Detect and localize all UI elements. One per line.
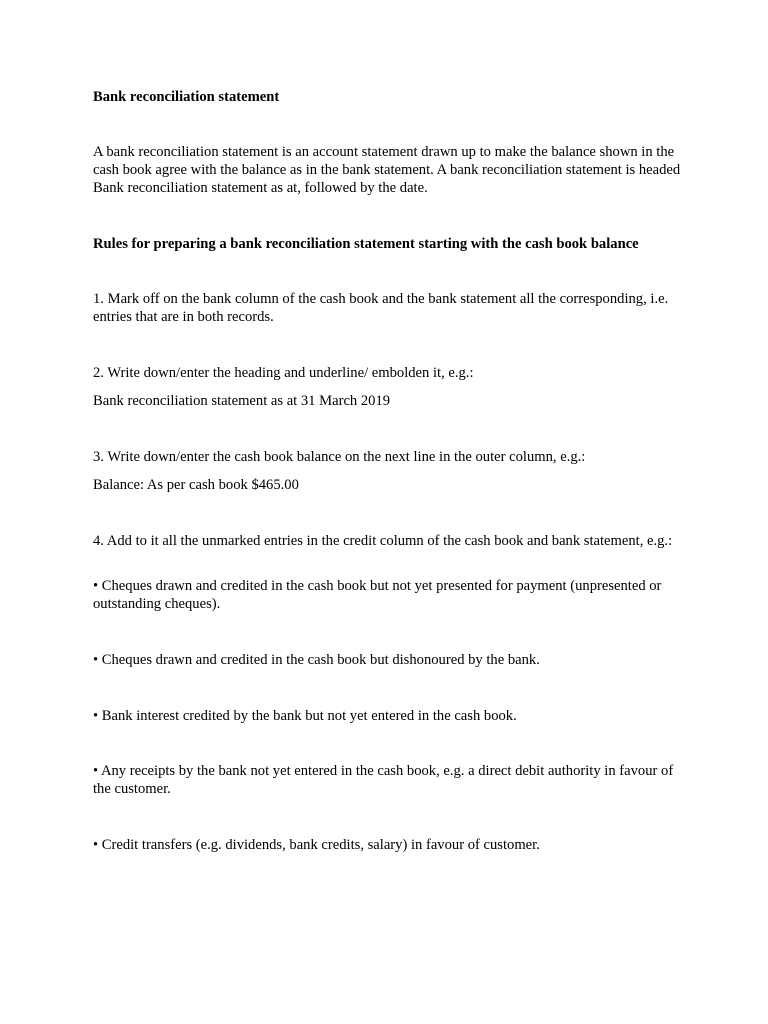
rule-2-example: Bank reconciliation statement as at 31 March 2019 — [93, 393, 391, 409]
rule-2: 2. Write down/enter the heading and underline/ embolden it, e.g.: — [93, 365, 474, 381]
rule-3-example: Balance: As per cash book $465.00 — [93, 477, 299, 493]
bullet-dishonoured-cheques: • Cheques drawn and credited in the cash book but dishonoured by the bank. — [93, 652, 540, 668]
rules-heading: Rules for preparing a bank reconciliation statement starting with the cash book balance — [93, 236, 639, 252]
bullet-unpresented-cheques: • Cheques drawn and credited in the cash book but not yet presented for payment (unpresented or outstanding cheques). — [93, 578, 662, 612]
rule-4: 4. Add to it all the unmarked entries in the credit column of the cash book and bank statement, e.g.: — [93, 533, 673, 549]
intro-paragraph: A bank reconciliation statement is an account statement drawn up to make the balance shown in the cash book agree with the balance as in the bank statement. A bank reconciliation statement is headed Bank reconciliation statement as at, followed by the date. — [93, 144, 681, 196]
bullet-bank-interest: • Bank interest credited by the bank but not yet entered in the cash book. — [93, 708, 517, 724]
bullet-receipts: • Any receipts by the bank not yet entered in the cash book, e.g. a direct debit authority in favour of the customer. — [93, 763, 674, 797]
rule-1: 1. Mark off on the bank column of the cash book and the bank statement all the corresponding, i.e. entries that are in both records. — [93, 291, 669, 325]
rule-3: 3. Write down/enter the cash book balance on the next line in the outer column, e.g.: — [93, 449, 586, 465]
bullet-credit-transfers: • Credit transfers (e.g. dividends, bank credits, salary) in favour of customer. — [93, 837, 540, 853]
document-title: Bank reconciliation statement — [93, 89, 280, 105]
